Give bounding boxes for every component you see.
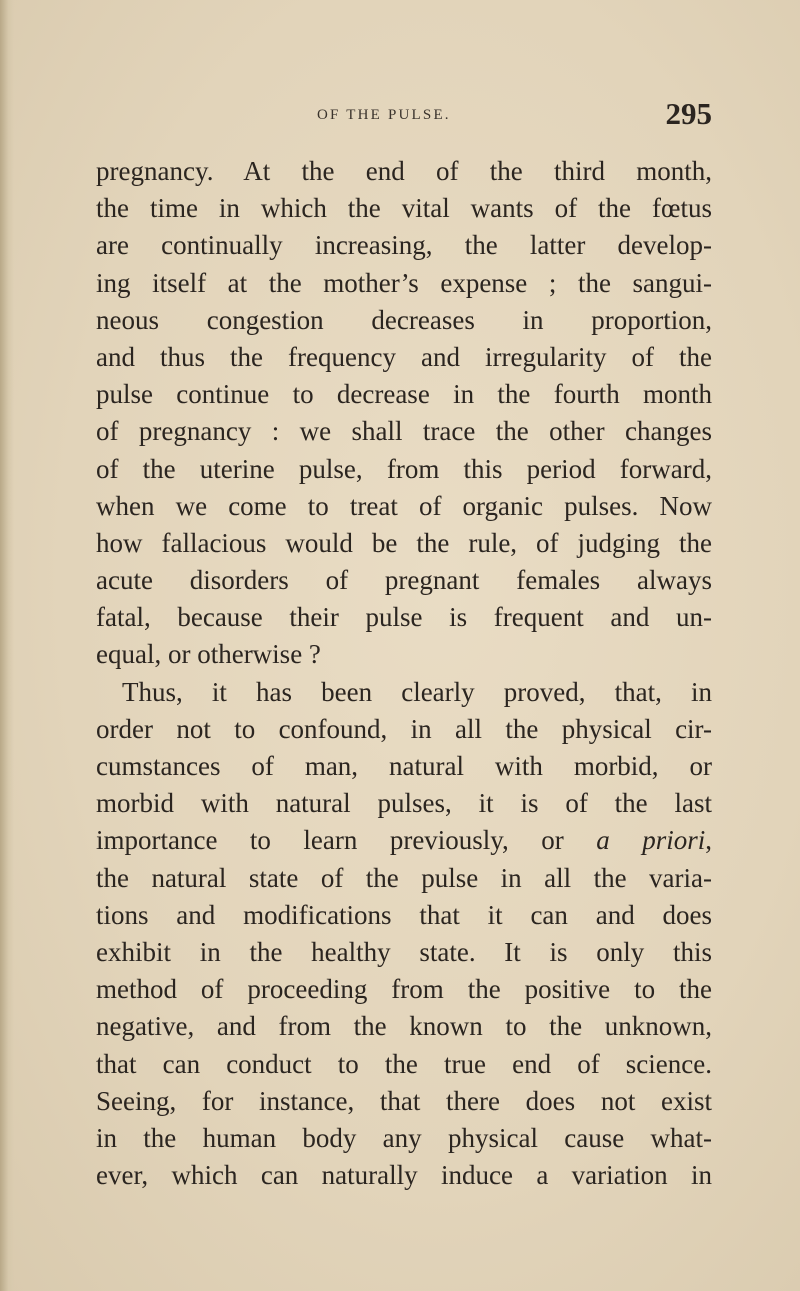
text-line: pregnancy. At the end of the third month, [96, 156, 712, 186]
text-line: tions and modifications that it can and does [96, 899, 712, 930]
italic-phrase: a priori [596, 825, 706, 856]
text-line: order not to confound, in all the physical cir- [96, 713, 712, 744]
text-line: Seeing, for instance, that there does not exist [96, 1085, 712, 1116]
text-line: neous congestion decreases in proportion, [96, 304, 712, 335]
text-line: the natural state of the pulse in all the varia- [96, 862, 712, 893]
text-line: morbid with natural pulses, it is of the last [96, 788, 712, 819]
text-line: pulse continue to decrease in the fourth month [96, 379, 712, 410]
text-line: acute disorders of pregnant females always [96, 565, 712, 596]
text-line: cumstances of man, natural with morbid, or [96, 751, 712, 781]
paragraph-end-line: equal, or otherwise ? [96, 639, 321, 670]
text-line: negative, and from the known to the unknown, [96, 1011, 712, 1042]
running-head [96, 96, 712, 136]
paragraph-start-line: Thus, it has been clearly proved, that, in [122, 676, 712, 707]
text-segment: importance to learn previously, or [96, 825, 597, 856]
text-line: when we come to treat of organic pulses. Now [96, 490, 712, 521]
text-segment: , [705, 825, 712, 856]
text-line: and thus the frequency and irregularity of the [96, 341, 712, 372]
text-line: how fallacious would be the rule, of judging the [96, 527, 712, 558]
text-line: the time in which the vital wants of the fœtus [96, 193, 712, 224]
text-line: are continually increasing, the latter develop- [96, 230, 712, 261]
text-line: of pregnancy : we shall trace the other changes [96, 416, 712, 447]
text-line: in the human body any physical cause what- [96, 1122, 712, 1153]
text-line: of the uterine pulse, from this period forward, [96, 453, 712, 484]
text-line: fatal, because their pulse is frequent and un- [96, 602, 712, 633]
text-line: ever, which can naturally induce a variation in [96, 1160, 712, 1191]
text-line: method of proceeding from the positive to the [96, 974, 712, 1005]
text-line: that can conduct to the true end of science. [96, 1048, 712, 1079]
running-title: OF THE PULSE. [317, 107, 451, 123]
page-number: 295 [665, 96, 712, 131]
text-line-with-italic [96, 822, 712, 859]
text-line: ing itself at the mother’s expense ; the sangui- [96, 267, 712, 298]
body-text [96, 153, 712, 1194]
text-line: exhibit in the healthy state. It is only this [96, 936, 712, 967]
page-gutter-shadow [0, 0, 14, 1291]
